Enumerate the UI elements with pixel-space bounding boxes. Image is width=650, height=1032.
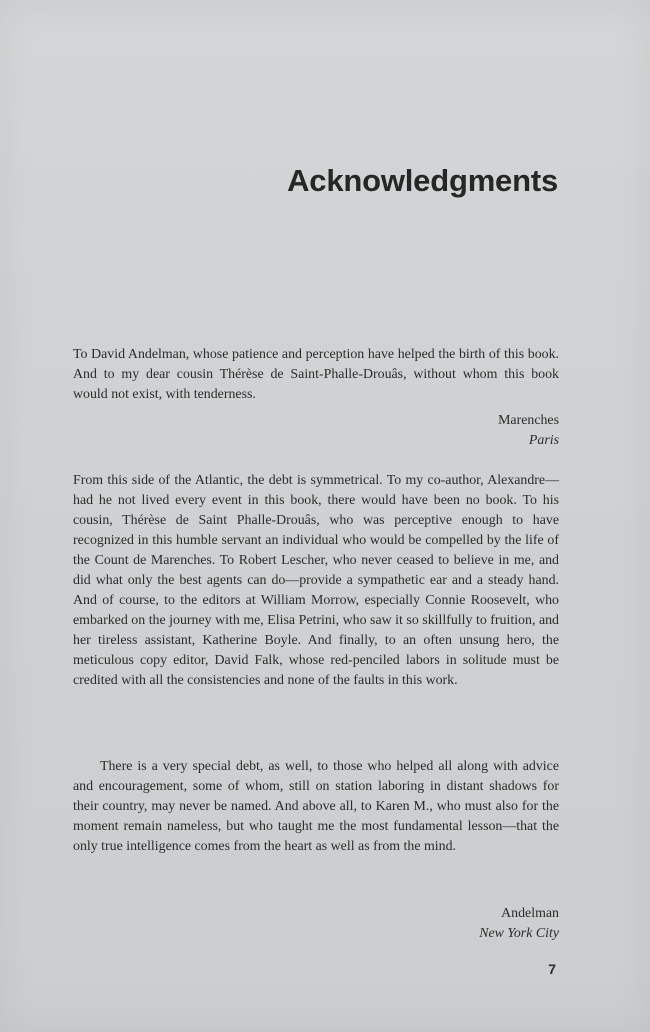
signature-marenches	[498, 411, 559, 451]
page-number: 7	[548, 961, 556, 977]
signature-name: Marenches	[498, 413, 559, 428]
acknowledgment-section	[73, 471, 559, 691]
signature-place: Paris	[528, 433, 559, 448]
dedication-paragraph: To David Andelman, whose patience and perception have helped the birth of this book. And to my dear cousin Thérèse de Saint-Phalle-Drouâs, without whom this book would not exist, with tenderness.	[73, 347, 559, 402]
acknowledgment-paragraph-2: There is a very special debt, as well, to those who helped all along with advice and encouragement, some of whom, still on station laboring in distant shadows for their country, may never be named. And above all, to Karen M., who must also for the moment remain nameless, but who taught me the most fundamental lesson—that the only true intelligence comes from the heart as well as from the mind.	[73, 759, 559, 854]
page-title: Acknowledgments	[287, 163, 558, 198]
acknowledgment-paragraph-1: From this side of the Atlantic, the debt is symmetrical. To my co-author, Alexandre—had he not lived every event in this book, there would have been no book. To his cousin, Thérèse de Saint Phalle-Drouâs, who was perceptive enough to have recognized in this humble servant an individual who would be compelled by the life of the Count de Marenches. To Robert Lescher, who never ceased to believe in me, and did what only the best agents can do—provide a sympathetic ear and a steady hand. And of course, to the editors at William Morrow, especially Connie Roosevelt, who embarked on the journey with me, Elisa Petrini, who saw it so skillfully to fruition, and her tireless assistant, Katherine Boyle. And finally, to an often unsung hero, the meticulous copy editor, David Falk, whose red-penciled labors in solitude must be credited with all the consistencies and none of the faults in this work.	[73, 473, 559, 688]
acknowledgment-section-2	[73, 757, 559, 857]
signature-name: Andelman	[501, 906, 559, 921]
signature-place: New York City	[479, 926, 559, 941]
signature-andelman	[479, 904, 559, 944]
dedication-section	[73, 345, 559, 405]
